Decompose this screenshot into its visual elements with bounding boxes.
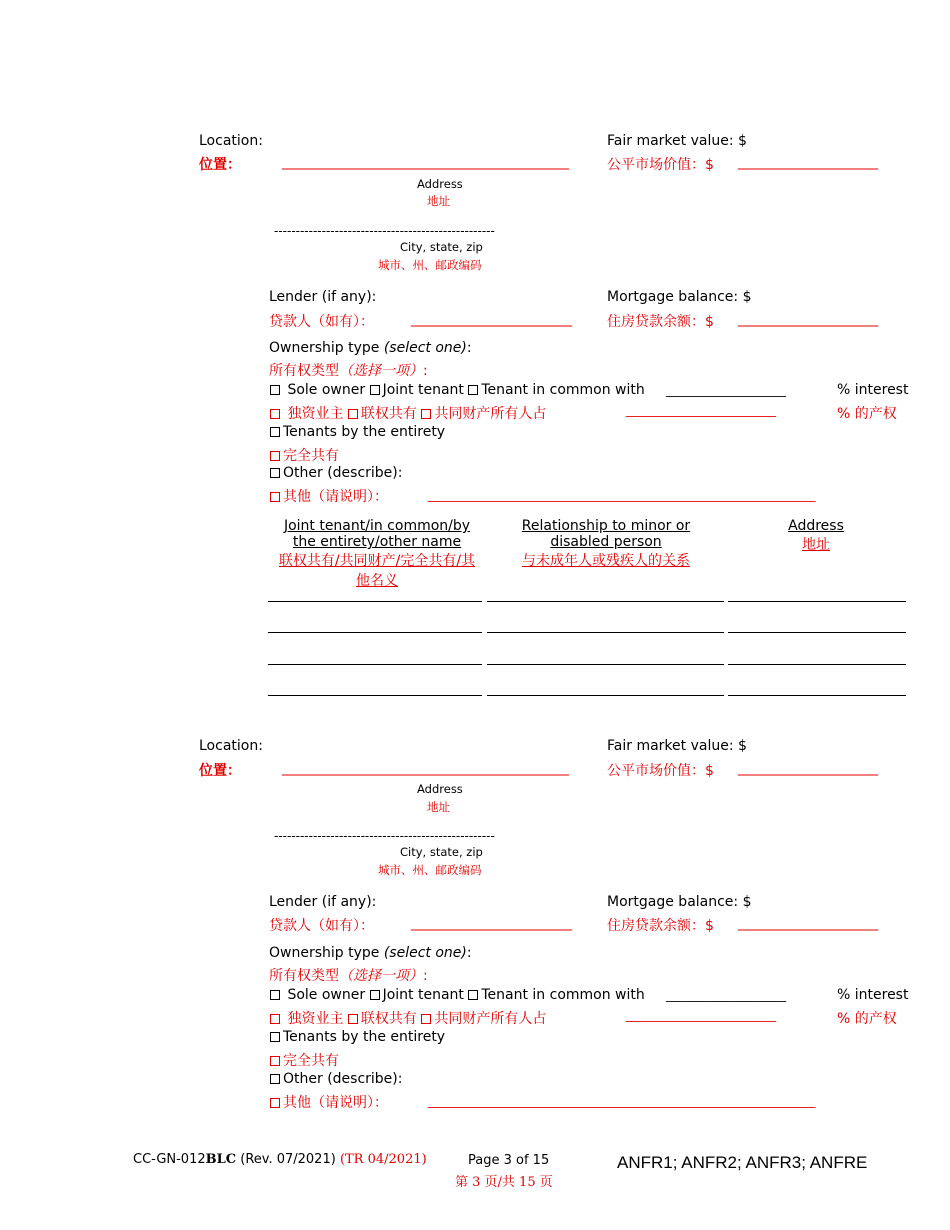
tenant-common-option[interactable] bbox=[468, 987, 644, 1003]
lender-field[interactable]: _______________________ bbox=[411, 311, 572, 327]
ownership-label-text: Ownership type bbox=[269, 945, 380, 961]
ownership-label-zh-text: 所有权类型 bbox=[269, 968, 339, 984]
mortgage-label-zh: 住房贷款余额：$ bbox=[607, 314, 714, 330]
form-id bbox=[133, 1152, 427, 1167]
fmv-label-zh: 公平市场价值：$ bbox=[607, 763, 714, 779]
address-caption-zh: 地址 bbox=[427, 194, 450, 208]
ownership-hint: (select one) bbox=[383, 945, 467, 961]
tenant-common-option[interactable] bbox=[468, 382, 644, 398]
table-row-1-relationship[interactable] bbox=[487, 601, 724, 602]
tenant-common-label: Tenant in common with bbox=[481, 382, 645, 398]
mortgage-field[interactable]: ____________________ bbox=[738, 311, 878, 327]
lender-field[interactable]: _______________________ bbox=[411, 915, 572, 931]
entirety-checkbox[interactable] bbox=[270, 427, 280, 437]
table-header-name bbox=[272, 518, 482, 590]
ownership-label bbox=[269, 945, 472, 961]
city-field[interactable]: --------------------------------------------------- bbox=[274, 224, 495, 238]
sole-owner-option[interactable] bbox=[270, 987, 365, 1003]
tenant-common-checkbox[interactable] bbox=[468, 385, 478, 395]
sole-owner-label-zh: 独资业主 bbox=[287, 406, 344, 422]
table-row-4-address[interactable] bbox=[728, 695, 906, 696]
mortgage-field[interactable]: ____________________ bbox=[738, 915, 878, 931]
other-checkbox-zh[interactable] bbox=[270, 492, 280, 502]
mortgage-label: Mortgage balance: $ bbox=[607, 289, 752, 305]
address-field[interactable]: _________________________________________ bbox=[282, 760, 569, 776]
joint-tenant-label: Joint tenant bbox=[382, 382, 464, 398]
joint-tenant-checkbox-zh[interactable] bbox=[348, 409, 358, 419]
tenant-common-label: Tenant in common with bbox=[481, 987, 645, 1003]
tenant-common-label-zh: 共同财产所有人占 bbox=[434, 406, 547, 422]
tenant-common-label-zh: 共同财产所有人占 bbox=[434, 1011, 547, 1027]
table-header-name-en: Joint tenant/in common/by the entirety/other name bbox=[283, 518, 471, 550]
ownership-colon-zh: : bbox=[423, 363, 428, 379]
entirety-label-zh: 完全共有 bbox=[283, 1053, 339, 1069]
sole-owner-label: Sole owner bbox=[287, 382, 366, 398]
sole-owner-label-zh: 独资业主 bbox=[287, 1011, 344, 1027]
table-row-4-relationship[interactable] bbox=[487, 695, 724, 696]
joint-tenant-checkbox[interactable] bbox=[370, 990, 380, 1000]
table-header-relationship bbox=[490, 518, 722, 570]
other-option-zh[interactable] bbox=[270, 486, 388, 506]
entirety-checkbox-zh[interactable] bbox=[270, 451, 280, 461]
sole-owner-checkbox[interactable] bbox=[270, 385, 280, 395]
table-header-address-en: Address bbox=[788, 518, 844, 534]
interest-field-zh[interactable]: _________________________ bbox=[626, 403, 776, 417]
interest-field[interactable]: ____________________ bbox=[666, 383, 786, 397]
joint-tenant-option[interactable] bbox=[370, 382, 464, 398]
interest-label: % interest bbox=[837, 987, 909, 1003]
other-checkbox[interactable] bbox=[270, 468, 280, 478]
table-row-2-relationship[interactable] bbox=[487, 632, 724, 633]
city-field[interactable]: --------------------------------------------------- bbox=[274, 829, 495, 843]
location-label-zh: 位置： bbox=[199, 763, 241, 779]
sole-owner-option[interactable] bbox=[270, 382, 365, 398]
mortgage-label-zh: 住房贷款余额：$ bbox=[607, 918, 714, 934]
fmv-label: Fair market value: $ bbox=[607, 738, 747, 754]
ownership-label-zh-text: 所有权类型 bbox=[269, 363, 339, 379]
ownership-colon-zh: : bbox=[423, 968, 428, 984]
form-code: CC-GN-012 bbox=[133, 1152, 206, 1167]
other-checkbox[interactable] bbox=[270, 1074, 280, 1084]
ownership-options-row bbox=[270, 987, 645, 1003]
entirety-option-zh[interactable] bbox=[270, 1050, 339, 1070]
other-label-zh: 其他（请说明）： bbox=[283, 1095, 388, 1111]
table-row-3-address[interactable] bbox=[728, 664, 906, 665]
ownership-hint-zh: （选择一项） bbox=[339, 968, 423, 984]
tenant-common-checkbox-zh[interactable] bbox=[421, 409, 431, 419]
tenant-common-checkbox[interactable] bbox=[468, 990, 478, 1000]
other-checkbox-zh[interactable] bbox=[270, 1098, 280, 1108]
table-row-2-name[interactable] bbox=[268, 632, 482, 633]
ownership-hint: (select one) bbox=[383, 340, 467, 356]
table-header-address bbox=[728, 518, 904, 554]
sole-owner-label: Sole owner bbox=[287, 987, 366, 1003]
address-caption: Address bbox=[417, 177, 463, 191]
other-label-zh: 其他（请说明）： bbox=[283, 489, 388, 505]
entirety-option[interactable] bbox=[270, 1029, 445, 1045]
fmv-label: Fair market value: $ bbox=[607, 133, 747, 149]
other-label: Other (describe): bbox=[283, 1071, 403, 1087]
other-option[interactable] bbox=[270, 1071, 402, 1087]
city-caption-zh: 城市、州、邮政编码 bbox=[378, 863, 482, 877]
mortgage-label: Mortgage balance: $ bbox=[607, 894, 752, 910]
interest-label: % interest bbox=[837, 382, 909, 398]
ownership-options-row-zh bbox=[270, 1008, 546, 1028]
table-row-4-name[interactable] bbox=[268, 695, 482, 696]
other-field[interactable]: ______________________________________________________________ bbox=[428, 1093, 816, 1108]
lender-label-zh: 贷款人（如有）： bbox=[269, 918, 374, 934]
other-option-zh[interactable] bbox=[270, 1092, 388, 1112]
interest-label-zh: % 的产权 bbox=[837, 1011, 897, 1027]
fmv-field[interactable]: ____________________ bbox=[738, 154, 878, 170]
ownership-label-zh bbox=[269, 360, 428, 380]
joint-tenant-checkbox-zh[interactable] bbox=[348, 1014, 358, 1024]
address-caption-zh: 地址 bbox=[427, 800, 450, 814]
location-label: Location: bbox=[199, 738, 263, 754]
form-rev: (Rev. 07/2021) bbox=[240, 1152, 336, 1167]
joint-tenant-label-zh: 联权共有 bbox=[360, 406, 417, 422]
entirety-label-zh: 完全共有 bbox=[283, 448, 339, 464]
entirety-checkbox-zh[interactable] bbox=[270, 1056, 280, 1066]
form-codes: ANFR1; ANFR2; ANFR3; ANFRE bbox=[617, 1153, 868, 1172]
entirety-option-zh[interactable] bbox=[270, 445, 339, 465]
ownership-options-row-zh bbox=[270, 403, 546, 423]
table-row-1-name[interactable] bbox=[268, 601, 482, 602]
ownership-label-zh bbox=[269, 965, 428, 985]
joint-tenant-option[interactable] bbox=[370, 987, 464, 1003]
form-tr: (TR 04/2021) bbox=[339, 1152, 427, 1167]
form-suffix: BLC bbox=[205, 1152, 237, 1167]
other-option[interactable] bbox=[270, 465, 402, 481]
fmv-label-zh: 公平市场价值：$ bbox=[607, 157, 714, 173]
page-number-zh: 第 3 页/共 15 页 bbox=[455, 1175, 553, 1190]
entirety-checkbox[interactable] bbox=[270, 1032, 280, 1042]
location-label-zh: 位置： bbox=[199, 157, 241, 173]
joint-tenant-label: Joint tenant bbox=[382, 987, 464, 1003]
table-row-2-address[interactable] bbox=[728, 632, 906, 633]
lender-label: Lender (if any): bbox=[269, 894, 377, 910]
joint-tenant-checkbox[interactable] bbox=[370, 385, 380, 395]
sole-owner-checkbox-zh[interactable] bbox=[270, 1014, 280, 1024]
ownership-hint-zh: （选择一项） bbox=[339, 363, 423, 379]
page-number: Page 3 of 15 bbox=[468, 1153, 550, 1168]
table-header-relationship-zh: 与未成年人或残疾人的关系 bbox=[522, 553, 690, 569]
table-row-3-name[interactable] bbox=[268, 664, 482, 665]
interest-field-zh[interactable]: _________________________ bbox=[626, 1008, 776, 1022]
interest-field[interactable]: ____________________ bbox=[666, 988, 786, 1002]
joint-tenant-label-zh: 联权共有 bbox=[360, 1011, 417, 1027]
tenant-common-checkbox-zh[interactable] bbox=[421, 1014, 431, 1024]
ownership-label-text: Ownership type bbox=[269, 340, 380, 356]
table-row-1-address[interactable] bbox=[728, 601, 906, 602]
lender-label-zh: 贷款人（如有）： bbox=[269, 314, 374, 330]
entirety-option[interactable] bbox=[270, 424, 445, 440]
interest-label-zh: % 的产权 bbox=[837, 406, 897, 422]
fmv-field[interactable]: ____________________ bbox=[738, 760, 878, 776]
city-caption: City, state, zip bbox=[400, 240, 483, 254]
table-header-address-zh: 地址 bbox=[802, 537, 830, 553]
other-field[interactable]: ______________________________________________________________ bbox=[428, 487, 816, 502]
entirety-label: Tenants by the entirety bbox=[283, 1029, 446, 1045]
table-row-3-relationship[interactable] bbox=[487, 664, 724, 665]
city-caption: City, state, zip bbox=[400, 845, 483, 859]
ownership-colon: : bbox=[466, 945, 472, 961]
ownership-options-row bbox=[270, 382, 645, 398]
sole-owner-checkbox[interactable] bbox=[270, 990, 280, 1000]
ownership-colon: : bbox=[466, 340, 472, 356]
sole-owner-checkbox-zh[interactable] bbox=[270, 409, 280, 419]
ownership-label bbox=[269, 340, 472, 356]
entirety-label: Tenants by the entirety bbox=[283, 424, 446, 440]
address-caption: Address bbox=[417, 782, 463, 796]
other-label: Other (describe): bbox=[283, 465, 403, 481]
table-header-relationship-en: Relationship to minor or disabled person bbox=[521, 518, 691, 550]
table-header-name-zh: 联权共有/共同财产/完全共有/其他名义 bbox=[278, 553, 476, 589]
city-caption-zh: 城市、州、邮政编码 bbox=[378, 258, 482, 272]
address-field[interactable]: _________________________________________ bbox=[282, 154, 569, 170]
location-label: Location: bbox=[199, 133, 263, 149]
lender-label: Lender (if any): bbox=[269, 289, 377, 305]
